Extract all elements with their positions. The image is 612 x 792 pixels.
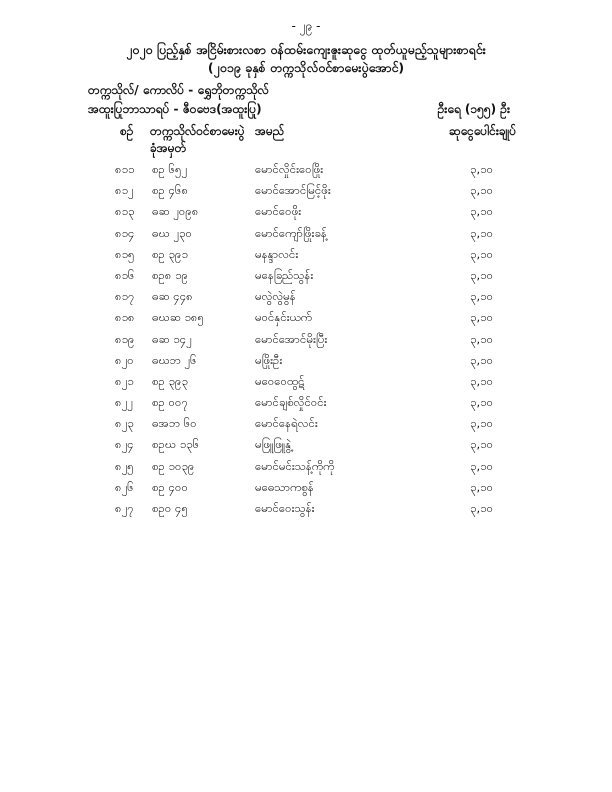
row-name: မောင်ချစ်လှိုင်ဝင်း (255, 395, 327, 410)
row-amount: ၃,၁၀ (470, 331, 494, 346)
row-amount: ၃,၁၀ (470, 162, 494, 176)
row-number: ၈၁၂ (115, 183, 134, 198)
table-row (0, 392, 612, 413)
column-header-amount: ဆုငွေပေါင်းချုပ် (449, 124, 517, 138)
row-reg-number: စဥ ၃၉၁ (152, 246, 188, 261)
row-amount: ၃,၁၀ (470, 373, 494, 388)
table-row (0, 350, 612, 371)
row-amount: ၃,၁၀ (470, 289, 494, 304)
row-number: ၈၁၃ (115, 204, 135, 219)
row-amount: ၃,၁၀ (470, 458, 494, 473)
row-name: မဓေသာကစွန် (255, 479, 314, 494)
row-name: မောင်အောင်မြင့်ဖိုး (255, 183, 331, 198)
row-amount: ၃,၁၀ (470, 225, 494, 240)
row-amount: ၃,၁၀ (470, 437, 494, 452)
row-name: မဝင်နှင်းယက် (255, 310, 313, 325)
row-number: ၈၂၄ (115, 437, 134, 452)
row-amount: ၃,၁၀ (470, 183, 494, 198)
row-number: ၈၂၂ (115, 395, 133, 410)
row-name: မောင်နေရဲလင်း (255, 416, 318, 431)
row-number: ၈၁၁ (115, 162, 135, 176)
table-row (0, 371, 612, 392)
column-header-regno: တက္ကသိုလ်ဝင်စာမေးပွဲ (150, 124, 245, 138)
subject-line: အထူးပြုဘာသာရပ် - ဇီဝဗေဒ(အထူးပြု) (88, 102, 262, 116)
row-amount: ၃,၁၀ (470, 246, 494, 261)
row-name: မနန္ဒာလင်း (255, 246, 299, 261)
row-name: မဝေဝေထွဋ် (255, 373, 305, 388)
row-reg-number: စဥ၈ ၁၉ (152, 267, 189, 282)
row-amount: ၃,၁၀ (470, 267, 494, 282)
row-amount: ၃,၁၀ (470, 352, 494, 367)
row-name: မဖြိုးဦး (255, 352, 283, 367)
column-header-name: အမည် (255, 124, 285, 138)
row-amount: ၃,၁၀ (470, 310, 494, 325)
column-header-no: စဉ် (120, 124, 134, 138)
row-number: ၈၂၆ (115, 479, 134, 494)
row-reg-number: စဥ ၄၆၈ (152, 183, 189, 198)
row-number: ၈၂၁ (115, 373, 134, 388)
row-reg-number: ဓဆ ၁၄၂ (152, 331, 192, 346)
row-amount: ၃,၁၀ (470, 204, 494, 219)
document-title: ၂၀၂၀ ပြည့်နှစ် အငြိမ်းစားလစာ ဝန်ထမ်းကျေးဇူးဆုငွေ ထုတ်ယူမည့်သူများစာရင်း (126, 42, 486, 57)
row-name: မောင်မင်းသန့်ကိုကို (255, 458, 335, 473)
student-count: ဦးရေ (၁၅၅) ဦး (437, 102, 510, 116)
row-name: မောင်ကျော်ဖြိုးခန့် (255, 225, 327, 240)
table-row (0, 329, 612, 350)
row-reg-number: စဥ ၆၅၂ (152, 162, 188, 176)
university-line: တက္ကသိုလ်/ ကောလိပ် - ရွှေဘိုတက္ကသိုလ် (88, 83, 269, 97)
table-row (0, 223, 612, 244)
row-name: မလွဲလွဲမွန် (255, 289, 296, 304)
row-number: ၈၁၆ (115, 267, 135, 282)
row-reg-number: ဓဆ ၂၀၉၈ (152, 204, 199, 219)
row-amount: ၃,၁၀ (470, 395, 494, 410)
table-row (0, 265, 612, 286)
row-reg-number: ဓဃဆ ၁၈၅ (152, 310, 204, 325)
row-reg-number: ဓဃဘ ၂၆ (152, 352, 197, 367)
row-reg-number: စဥ ၀၀၇ (152, 395, 188, 410)
row-reg-number: စဥဃ ၁၃၆ (152, 437, 200, 452)
row-number: ၈၁၅ (115, 246, 135, 261)
row-name: မောင်လှိုင်းဝေဖြိုး (255, 162, 324, 176)
page-number: - ၂၉ - (291, 19, 321, 33)
table-row (0, 180, 612, 201)
row-number: ၈၁၇ (115, 289, 135, 304)
row-name: မဖြူဖြူနွဲ့ (255, 437, 292, 452)
row-number: ၈၁၈ (115, 310, 135, 325)
column-header-regno-sub: ခုံအမှတ် (150, 141, 187, 155)
row-reg-number: ဓအဘ ၆၀ (152, 416, 197, 431)
row-number: ၈၁၄ (115, 225, 135, 240)
table-row (0, 201, 612, 222)
document-subtitle: (၂၀၁၉ ခုနှစ် တက္ကသိုလ်ဝင်စာမေးပွဲအောင်) (207, 60, 405, 75)
row-reg-number: စဥ ၃၉၃ (152, 373, 188, 388)
table-row (0, 159, 612, 180)
row-reg-number: စဥ ၄၀၀ (152, 479, 188, 494)
row-amount: ၃,၁၀ (470, 479, 494, 494)
table-row (0, 456, 612, 477)
row-number: ၈၂၀ (115, 352, 134, 367)
table-row (0, 286, 612, 307)
table-row (0, 307, 612, 328)
row-number: ၈၁၉ (115, 331, 135, 346)
row-reg-number: စဥ ၁၀၃၉ (152, 458, 195, 473)
row-reg-number: စဥ၀ ၄၅ (152, 501, 188, 515)
row-amount: ၃,၁၀ (470, 416, 494, 431)
row-reg-number: ဓဃ ၂၃၀ (152, 225, 192, 240)
table-row (0, 477, 612, 498)
table-row (0, 244, 612, 265)
row-amount: ၃,၁၀ (470, 501, 494, 515)
row-number: ၈၂၃ (115, 416, 134, 431)
table-row (0, 413, 612, 434)
row-name: မောင်ဝေဖိုး (255, 204, 302, 219)
row-number: ၈၂၇ (115, 501, 134, 515)
table-row (0, 498, 612, 519)
row-reg-number: ဓဆ ၄၄၈ (152, 289, 193, 304)
row-name: မောင်အောင်မိုးပြီး (255, 331, 328, 346)
row-name: မောင်ဝေးသွန်း (255, 501, 315, 515)
table-row (0, 434, 612, 455)
records-table (0, 159, 612, 519)
row-name: မနေခြည်သွန်း (255, 267, 314, 282)
row-number: ၈၂၅ (115, 458, 134, 473)
